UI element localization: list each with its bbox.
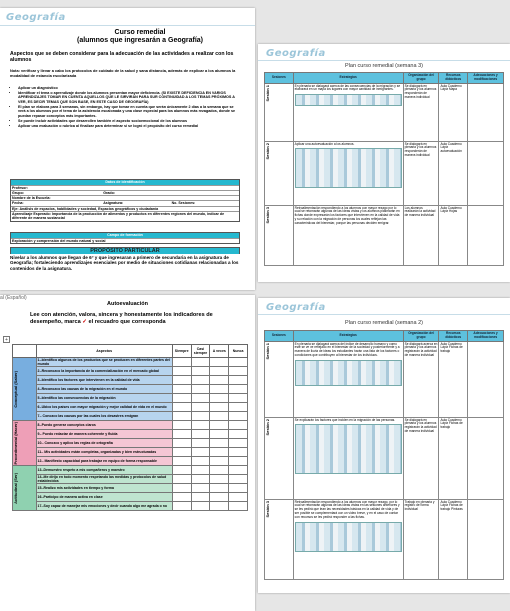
indicator-text: 13.-Demuestro respeto a mis compañeros y maestro — [36, 466, 172, 475]
geografia-logo: Geografía — [6, 12, 66, 23]
rating-cell[interactable] — [191, 403, 210, 412]
table-row — [13, 466, 248, 475]
table-row — [13, 430, 248, 439]
identification-form — [10, 179, 240, 222]
campo-box — [10, 232, 240, 244]
document-tab-label: al (Español) — [0, 295, 27, 301]
rating-cell[interactable] — [172, 430, 191, 439]
rating-cell[interactable] — [229, 475, 248, 484]
rating-cell[interactable] — [172, 421, 191, 430]
rating-cell[interactable] — [229, 358, 248, 367]
indicator-text: 14.-Me dirijo en todo momento respetando las medidas y protocolos de salud establecidos — [36, 475, 172, 484]
plan-week3-page — [258, 44, 510, 282]
rating-cell[interactable] — [172, 439, 191, 448]
rating-cell[interactable] — [229, 484, 248, 493]
rating-cell[interactable] — [172, 394, 191, 403]
rating-cell[interactable] — [191, 466, 210, 475]
organization-text: Se dialogará en plenaria y los alumnos registrarán la actividad de manera individual — [403, 417, 439, 499]
col-header: A veces — [210, 345, 229, 358]
table-row — [13, 412, 248, 421]
col-header: Estrategias — [293, 331, 403, 342]
indicator-text: 4.-Reconozco las causas de la migración en el mundo — [36, 385, 172, 394]
geografia-logo: Geografía — [266, 48, 326, 59]
table-row — [13, 367, 248, 376]
header-divider — [258, 60, 510, 61]
rating-cell[interactable] — [191, 475, 210, 484]
rating-cell[interactable] — [172, 448, 191, 457]
rating-cell[interactable] — [210, 493, 229, 502]
col-header: Adecuaciones y modificaciones — [468, 331, 504, 342]
indicator-text: 6.-Ubico los países con mayor migración y mejor calidad de vida en el mundo — [36, 403, 172, 412]
strategy-text: En plenaria se dialogará acerca de las consecuencias de la migración y se elaborará en un mapa los lugares con mayor cantidad de inmigrantes. — [294, 83, 401, 92]
rating-cell[interactable] — [191, 394, 210, 403]
instructions-part-b: el recuadro que corresponda — [88, 319, 166, 326]
rating-cell[interactable] — [229, 403, 248, 412]
indicator-text: 9.- Puedo redactar de manera coherente y fluida — [36, 430, 172, 439]
table-row — [265, 83, 504, 141]
table-row — [265, 499, 504, 579]
indicator-text: 3.-Identifico los factores que intervienen en la calidad de vida — [36, 376, 172, 385]
col-header: Adecuaciones y modificaciones — [468, 73, 504, 84]
col-header: Casi siempre — [191, 345, 210, 358]
intro-text: Aspectos que se deben considerar para la adecuación de las actividades a realizar con los alumnos — [10, 51, 234, 64]
session-label: Sesión 2 — [265, 418, 270, 436]
rating-cell[interactable] — [172, 367, 191, 376]
table-row — [13, 421, 248, 430]
campo-header: Campo de formación — [11, 233, 239, 238]
rating-cell[interactable] — [191, 430, 210, 439]
rating-cell[interactable] — [172, 493, 191, 502]
group-label: Actitudinal (Ser) — [13, 472, 18, 504]
rating-cell[interactable] — [229, 430, 248, 439]
table-row — [13, 358, 248, 367]
rating-cell[interactable] — [191, 448, 210, 457]
rating-cell[interactable] — [172, 358, 191, 367]
activity-image — [295, 148, 402, 188]
resources-text: Aula Cuaderno Lápiz autoevaluación — [439, 141, 468, 205]
col-header: Sesiones — [265, 73, 294, 84]
rating-cell[interactable] — [229, 367, 248, 376]
rating-cell[interactable] — [229, 439, 248, 448]
activity-image — [295, 522, 402, 552]
col-header: Organización del grupo — [403, 331, 439, 342]
rating-cell[interactable] — [172, 466, 191, 475]
col-header: Siempre — [172, 345, 191, 358]
indicator-text: 2.-Reconozco la importancia de la comercialización en el mercado global — [36, 367, 172, 376]
adjustments-cell — [468, 417, 504, 499]
col-header: Recursos didácticos — [439, 73, 468, 84]
rating-cell[interactable] — [191, 412, 210, 421]
table-row — [13, 493, 248, 502]
header-divider — [0, 25, 255, 26]
rating-cell[interactable] — [172, 403, 191, 412]
rating-cell[interactable] — [191, 484, 210, 493]
group-label: Procedimental (Hacer) — [13, 421, 18, 465]
rating-cell[interactable] — [210, 412, 229, 421]
rating-cell[interactable] — [172, 457, 191, 466]
list-item: • Aplicar un diagnóstico — [18, 86, 240, 90]
table-row — [265, 205, 504, 265]
list-item: • Aplicar una evaluación o rubrica al finalizar para determinar si se logró el propósito del curso remedial — [18, 124, 240, 128]
rating-cell[interactable] — [229, 457, 248, 466]
resources-text: Aula Cuaderno Lápiz Mapa — [439, 83, 468, 141]
indicator-text: 7.- Conozco las causas por las cuales los desastres emigran — [36, 412, 172, 421]
strategy-text: Aplicar una autoevaluación a los alumnos. — [294, 141, 355, 146]
geografia-logo: Geografía — [266, 302, 326, 313]
fecha-field[interactable]: Fecha: — [12, 201, 24, 206]
organization-text: Se dialogará acerca en plenaria y los alumnos registrarán la actividad de manera individual — [403, 341, 439, 417]
table-row — [265, 417, 504, 499]
note-text: Nota: verificar y llevar a cabo los protocolos de cuidado de la salud y sana distancia, además de explicar a los alumnos la modalidad de estancia escolarizada — [10, 68, 236, 78]
rating-cell[interactable] — [191, 421, 210, 430]
rating-cell[interactable] — [191, 376, 210, 385]
adjustments-cell — [468, 205, 504, 265]
table-row — [13, 385, 248, 394]
grupo-field[interactable]: Grupo: — [12, 190, 24, 195]
table-row — [265, 141, 504, 205]
rating-cell[interactable] — [229, 466, 248, 475]
rating-cell[interactable] — [210, 394, 229, 403]
rating-cell[interactable] — [210, 430, 229, 439]
organization-text: Trabajo en plenaria y registro de forma individual — [403, 499, 439, 579]
adjustments-cell — [468, 83, 504, 141]
adjustments-cell — [468, 141, 504, 205]
list-item: • Se puede incluir actividades que desarrollen también el aspecto socioemocional de los alumnos — [18, 119, 240, 123]
self-evaluation-table — [12, 344, 248, 511]
rating-cell[interactable] — [210, 439, 229, 448]
resources-text: Aula Cuaderno Lápiz Hojas — [439, 205, 468, 265]
indicator-text: 11.- Mis actividades están completas, organizadas y bien estructuradas — [36, 448, 172, 457]
remedial-course-page — [0, 8, 255, 290]
strategy-text: Retroalimentación respondiendo a los alumnos con mayor rezago, por lo cual se retomarán algunas de las ideas vistas en las sesiones anteriores y se les pedirá que lean las necesidades básicas en la calidad de vida y de ser posible se complementará con un video breve, y en el caso de contar con recursos se les pedirá responder a las fichas. — [294, 499, 400, 519]
rating-cell[interactable] — [210, 466, 229, 475]
rating-cell[interactable] — [210, 457, 229, 466]
instructions-part-a: Lee con atención, valora, sincera y honestamente los indicadores de desempeño, marca — [30, 312, 213, 326]
rating-cell[interactable] — [210, 367, 229, 376]
indicator-text: 5.-Identifico las consecuencias de la migración — [36, 394, 172, 403]
resources-text: Aula Cuaderno Lápiz Fichas de trabajo — [439, 417, 468, 499]
indicator-text: 10.- Conozco y aplico las reglas de ortografía — [36, 439, 172, 448]
rating-cell[interactable] — [229, 394, 248, 403]
group-label: Conceptual (Saber) — [13, 370, 18, 408]
rating-cell[interactable] — [229, 493, 248, 502]
table-move-handle-icon[interactable]: + — [3, 336, 10, 343]
rating-cell[interactable] — [229, 385, 248, 394]
plan-title: Plan curso remedial (semana 3) — [345, 63, 423, 69]
list-item: • Identificar el tema o aprendizaje donde los alumnos presentan mayor deficiencia. (SI EXISTE DEFICIENCIA EN VARIOS APRENDIZAJES TOMAR EN CUENTA AQUELLOS QUE LE SIRVIRÁN PARA SUR CONTINUIDAD A LOS TEMAS PRÓXIMOS A VER, ES DECIR TEMAS QUE SON BASE, EN ESTE CASO DE GEOGRAFÍA) — [18, 91, 240, 104]
table-row — [13, 475, 248, 484]
sesiones-field[interactable]: No. Sesiones: — [171, 201, 196, 206]
rating-cell[interactable] — [172, 412, 191, 421]
col-header: Aspectos — [36, 345, 172, 358]
organization-text: Se dialogará en plenaria y los alumnos responderán de manera individual — [403, 83, 439, 141]
rating-cell[interactable] — [191, 457, 210, 466]
table-row — [13, 484, 248, 493]
list-item: • El plan se elabora para 3 semanas, sin embargo, hay que tomar en cuenta que serán únicamente 2 días a la semana que se verá a los alumnos por el tema de la asistencia escalonada y una clase especial para los alumnos más rezagados, donde se puedan repasar conceptos más importantes. — [18, 105, 240, 118]
grado-field[interactable]: Grado: — [103, 190, 115, 195]
proposito-header: PROPÓSITO PARTICULAR — [11, 248, 239, 254]
page-title: Autoevaluación — [107, 301, 148, 307]
rating-cell[interactable] — [172, 385, 191, 394]
rating-cell[interactable] — [210, 475, 229, 484]
page-title — [40, 29, 240, 45]
strategy-text: En plenaria se dialogará acerca del índice de desarrollo humano y como este se ve ve reflejado en el bienestar de la sociedad y posteriormente y a manera de lluvia de ideas los estudiantes harán una lista de los factores o condiciones que contribuyen al bienestar de los individuos. — [294, 341, 400, 357]
session-label: Sesión 1 — [265, 342, 270, 360]
rating-cell[interactable] — [191, 502, 210, 511]
plan-title: Plan curso remedial (semana 2) — [345, 320, 423, 326]
table-row — [265, 341, 504, 417]
aprendizaje-field: Aprendizaje Esperado: Importancia de la producción de alimentos y productos en diferentes regiones del mundo, indicar de diferente de manera sustancial — [12, 211, 225, 221]
asignatura-field[interactable]: Asignatura: — [103, 201, 124, 206]
rating-cell[interactable] — [229, 421, 248, 430]
col-header: Sesiones — [265, 331, 294, 342]
rating-cell[interactable] — [191, 358, 210, 367]
rating-cell[interactable] — [210, 484, 229, 493]
col-header: Organización del grupo — [403, 73, 439, 84]
rating-cell[interactable] — [172, 484, 191, 493]
table-row — [13, 394, 248, 403]
rating-cell[interactable] — [210, 448, 229, 457]
instructions-text — [30, 312, 245, 327]
table-row — [13, 439, 248, 448]
rating-cell[interactable] — [191, 385, 210, 394]
form-header: Datos de identificación — [11, 180, 239, 185]
indicator-text: 12.- Manifiesto capacidad para trabajar en equipo de forma responsable — [36, 457, 172, 466]
organization-text: Los alumnos realizarán la actividad de manera individual — [403, 205, 439, 265]
proposito-box — [10, 247, 240, 254]
indicator-text: 17.-Soy capaz de manejar mis emociones y decir cuando algo me agrada o no — [36, 502, 172, 511]
check-icon: ✓ — [82, 319, 87, 326]
session-label: Sesión 2 — [265, 142, 270, 160]
activity-image — [295, 424, 402, 474]
rating-cell[interactable] — [210, 403, 229, 412]
indicator-text: 1.-Identifico algunos de los productos que se producen en diferentes partes del mundo — [36, 358, 172, 367]
rating-cell[interactable] — [229, 376, 248, 385]
indicator-text: 15.-Realizo mis actividades en tiempo y forma — [36, 484, 172, 493]
plan-table — [264, 330, 504, 580]
rating-cell[interactable] — [191, 439, 210, 448]
rating-cell[interactable] — [210, 358, 229, 367]
rating-cell[interactable] — [191, 493, 210, 502]
header-divider — [258, 314, 510, 315]
rating-cell[interactable] — [172, 502, 191, 511]
rating-cell[interactable] — [210, 421, 229, 430]
title-line-1: Curso remedial — [114, 29, 166, 36]
table-row — [13, 403, 248, 412]
activity-image — [295, 94, 402, 106]
strategy-text: Se explicarán los factores que inciden en la migración de las personas. — [294, 417, 396, 422]
rating-cell[interactable] — [229, 448, 248, 457]
session-label: Sesión 3 — [265, 206, 270, 224]
indicator-text: 16.-Participo de manera activa en clase — [36, 493, 172, 502]
rating-cell[interactable] — [210, 502, 229, 511]
plan-week2-page — [258, 298, 510, 593]
indicator-text: 8.-Puedo generar conceptos claros — [36, 421, 172, 430]
col-header: Estrategias — [293, 73, 403, 84]
table-row — [13, 376, 248, 385]
rating-cell[interactable] — [172, 376, 191, 385]
resources-text: Aula Cuaderno Lápiz Fichas de trabajo Pinturas — [439, 499, 468, 579]
title-line-2: (alumnos que ingresarán a Geografía) — [76, 37, 204, 44]
adjustments-cell — [468, 341, 504, 417]
rating-cell[interactable] — [210, 385, 229, 394]
rating-cell[interactable] — [172, 475, 191, 484]
profesor-field[interactable]: Profesor: — [12, 185, 28, 190]
organization-text: Se dialogará en plenaria y los alumnos responderán de manera individual — [403, 141, 439, 205]
col-header: Nunca — [229, 345, 248, 358]
proposito-text: Nivelar a los alumnos que llegan de 6° y que ingresaran a primero de secundaria en la asignatura de Geografía; fortaleciendo aprendizajes esenciales por medio de situaciones cotidianas relacionadas a los contenidos de la asignatura. — [10, 255, 239, 271]
self-evaluation-page — [0, 295, 255, 611]
plan-table — [264, 72, 504, 266]
activity-image — [295, 360, 402, 386]
rating-cell[interactable] — [229, 412, 248, 421]
eje-field: Eje: Análisis de espacios, habilidades y sociedad, Espacios geográficos y ciudadanía — [12, 206, 159, 211]
rating-cell[interactable] — [191, 367, 210, 376]
session-label: Sesión 1 — [265, 84, 270, 102]
strategy-text: Retroalimentación respondiendo a los alumnos con mayor rezago por lo cual se retomarán algunas de las ideas vistas y los alumnos plasmarán en fichas donde expresarán los factores que intervienen en la calidad de vida y su relación con la migración de personas los cuales reflejan las características del bienestar, porque las personas deciden emigrar. — [293, 205, 403, 265]
escuela-field[interactable]: Nombre de la Escuela: — [12, 196, 51, 201]
table-row — [13, 448, 248, 457]
col-header: Recursos didácticos — [439, 331, 468, 342]
table-row — [13, 502, 248, 511]
adjustments-cell — [468, 499, 504, 579]
resources-text: Aula Cuaderno Lápiz Fichas de trabajo — [439, 341, 468, 417]
group-header-empty — [13, 345, 37, 358]
rating-cell[interactable] — [210, 376, 229, 385]
rating-cell[interactable] — [229, 502, 248, 511]
table-row — [13, 457, 248, 466]
aspects-list — [18, 86, 240, 129]
campo-value: Exploración y comprensión del mundo natural y social — [12, 238, 106, 243]
session-label: Sesión 3 — [265, 500, 270, 518]
